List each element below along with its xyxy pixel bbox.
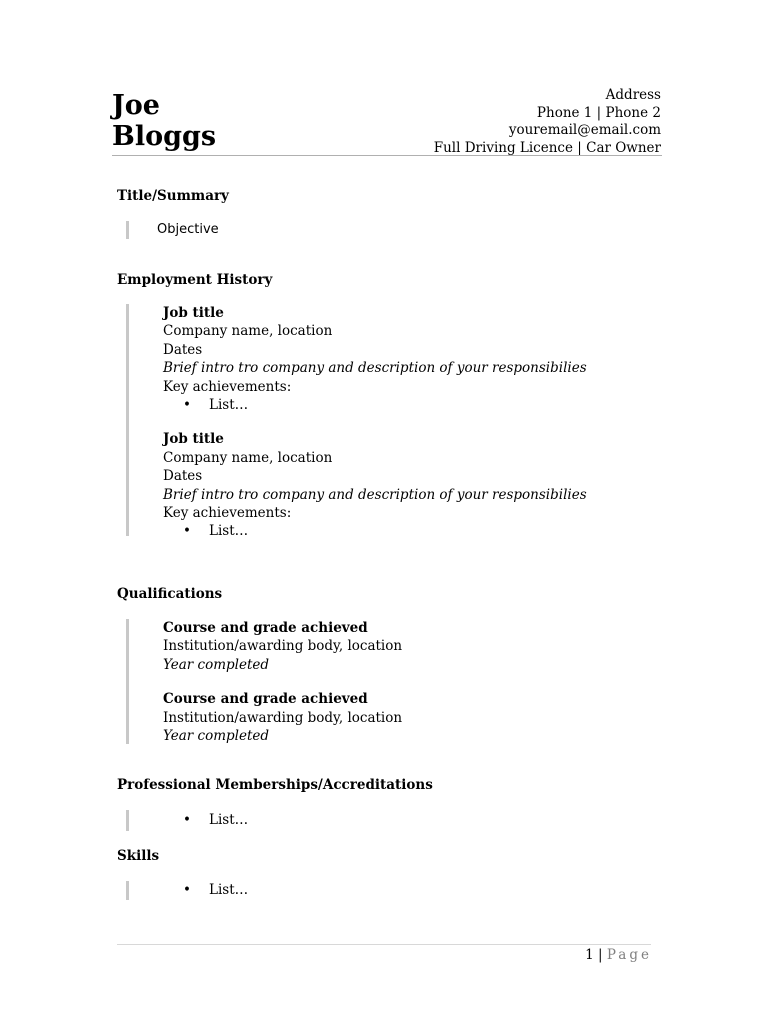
year-completed: Year completed [163,728,270,745]
memberships-heading: Professional Memberships/Accreditations [117,777,433,793]
job-dates: Dates [163,341,203,358]
address: Address [605,87,661,103]
last-name: Bloggs [112,121,217,152]
qualifications-heading: Qualifications [117,586,223,602]
memberships-block [126,810,248,831]
list-item-text: List… [209,882,249,898]
job-title: Job title [163,305,224,321]
list-item [163,396,587,414]
email: youremail@email.com [508,122,661,138]
list-item-text: List… [209,523,249,540]
summary-block [126,221,219,239]
candidate-name [112,90,216,152]
phone-numbers: Phone 1 | Phone 2 [536,104,661,121]
achievements-label: Key achievements: [163,505,292,522]
job-description: Brief intro tro company and description of your responsibilies [163,360,587,377]
page-number: 1 [585,947,594,963]
skills-list [129,881,248,899]
achievements-label: Key achievements: [163,378,292,395]
page-footer [585,947,652,963]
first-name: Joe [112,90,160,121]
employment-heading: Employment History [117,272,273,288]
qualification-entry [129,619,402,745]
institution: Institution/awarding body, location [163,638,403,655]
bullet-icon: • [183,882,191,898]
bullet-icon: • [183,397,191,414]
course-title: Course and grade achieved [163,620,368,636]
licence-info: Full Driving Licence | Car Owner [433,139,661,156]
skills-block [126,881,248,900]
employment-block [126,304,587,540]
company-name: Company name, location [163,323,333,340]
job-title: Job title [163,431,224,448]
list-item [163,811,248,829]
institution: Institution/awarding body, location [163,709,403,726]
footer-separator: | [597,947,603,963]
course-title: Course and grade achieved [163,691,368,708]
list-item-text: List… [209,812,249,828]
header-divider [112,155,662,156]
list-item [163,522,587,540]
memberships-list [129,810,248,829]
footer-divider [117,944,651,945]
contact-details [434,87,661,157]
bullet-icon: • [183,523,191,540]
objective-text: Objective [157,222,219,237]
qualifications-block [126,619,402,744]
year-completed: Year completed [163,656,270,673]
job-description: Brief intro tro company and description of your responsibilies [163,486,587,503]
skills-heading: Skills [117,848,160,864]
job-dates: Dates [163,468,203,485]
bullet-icon: • [183,812,191,828]
job-entry [129,304,587,541]
list-item-text: List… [209,397,249,414]
company-name: Company name, location [163,449,333,466]
list-item [163,881,248,899]
summary-heading: Title/Summary [117,188,229,204]
page-label: Page [606,947,652,963]
